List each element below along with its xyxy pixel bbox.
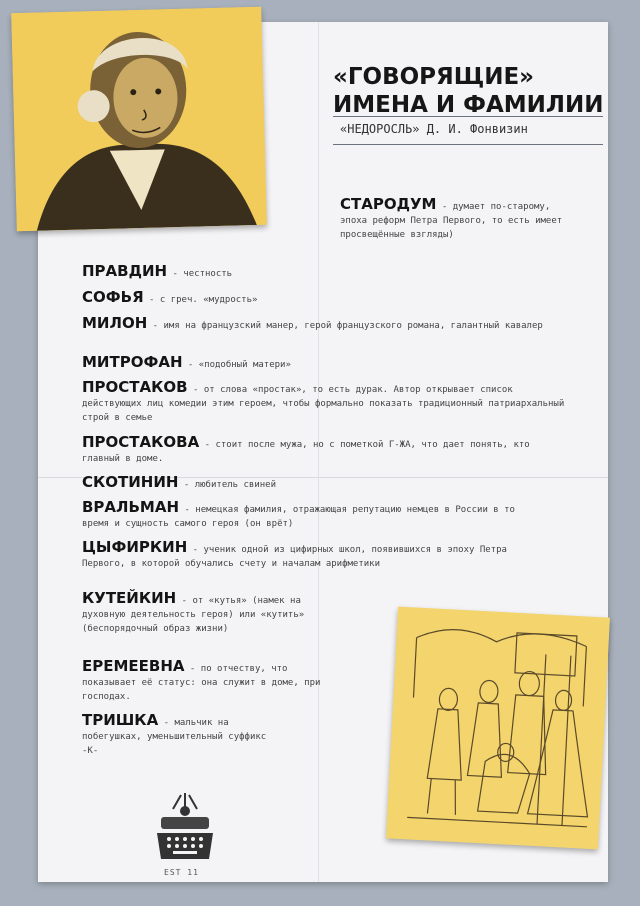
entry-text: - от слова «простак», то есть дурак. Автор открывает список действующих лиц комедии этим героем, чтобы формально показать традиционный патриархальный строй в семье: [82, 385, 565, 423]
entry-prostakova: [82, 434, 572, 466]
entry-starodum: [340, 196, 580, 242]
entry-tsyfirkin: [82, 539, 542, 571]
title-line-1: «ГОВОРЯЩИЕ»: [333, 64, 535, 90]
entry-text: - по отчеству, что показывает её статус: она служит в доме, при господах.: [82, 664, 321, 702]
entry-skotinin: [82, 474, 502, 492]
entry-name: ЕРЕМЕЕВНА: [82, 657, 185, 675]
title-line-2: ИМЕНА И ФАМИЛИИ: [333, 91, 604, 118]
entry-text: - любитель свиней: [178, 480, 277, 490]
entry-text: - имя на французский манер, герой французского романа, галантный кавалер: [147, 321, 543, 331]
portrait-sticky-note: [11, 7, 267, 231]
illustration-sticky-note: [386, 607, 610, 850]
entry-name: КУТЕЙКИН: [82, 589, 177, 607]
logo-text: EST 11: [164, 868, 199, 877]
entry-mitrofan: [82, 354, 502, 372]
entry-name: ПРОСТАКОВА: [82, 433, 200, 451]
typewriter-logo: [155, 793, 215, 871]
entry-name: ЦЫФИРКИН: [82, 538, 188, 556]
entry-text: - с греч. «мудрость»: [143, 295, 258, 305]
portrait-image: [11, 7, 267, 231]
entry-name: ВРАЛЬМАН: [82, 498, 180, 516]
entry-text: - честность: [167, 269, 233, 279]
entry-vralman: [82, 499, 542, 531]
entry-name: ТРИШКА: [82, 711, 159, 729]
entry-eremeevna: [82, 658, 337, 704]
entry-trishka: [82, 712, 282, 758]
entry-sofya: [82, 289, 502, 307]
page-title: [333, 64, 604, 119]
entry-text: - немецкая фамилия, отражающая репутацию немцев в России в то время и сущность самого героя (он врёт): [82, 505, 515, 529]
entry-text: - мальчик на побегушках, уменьшительный суффикс -К-: [82, 718, 267, 756]
entry-text: - думает по-старому, эпоха реформ Петра Первого, то есть имеет просвещённые взгляды): [340, 202, 563, 240]
entry-name: МИЛОН: [82, 314, 148, 332]
title-rule-bottom: [333, 144, 603, 145]
entry-prostakov: [82, 379, 572, 425]
entry-text: - стоит после мужа, но с пометкой Г-ЖА, что дает понять, кто главный в доме.: [82, 440, 530, 464]
entry-text: - «подобный матери»: [182, 360, 291, 370]
entry-name: ПРОСТАКОВ: [82, 378, 188, 396]
entry-milon: [82, 315, 552, 333]
entry-kuteykin: [82, 590, 342, 636]
typewriter-icon: [155, 793, 215, 867]
entry-pravdin: [82, 263, 502, 281]
entry-name: СОФЬЯ: [82, 288, 144, 306]
entry-name: СТАРОДУМ: [340, 195, 437, 213]
entry-text: - от «кутья» (намек на духовную деятельность героя) или «кутить» (беспорядочный образ жизни): [82, 596, 305, 634]
entry-name: ПРАВДИН: [82, 262, 168, 280]
entry-text: - ученик одной из цифирных школ, появившихся в эпоху Петра Первого, в которой обучались счету и началам арифметики: [82, 545, 507, 569]
entry-name: МИТРОФАН: [82, 353, 183, 371]
page-subtitle: «НЕДОРОСЛЬ» Д. И. Фонвизин: [340, 122, 528, 136]
scene-illustration: [386, 607, 610, 850]
entry-name: СКОТИНИН: [82, 473, 179, 491]
title-rule-top: [333, 116, 603, 117]
